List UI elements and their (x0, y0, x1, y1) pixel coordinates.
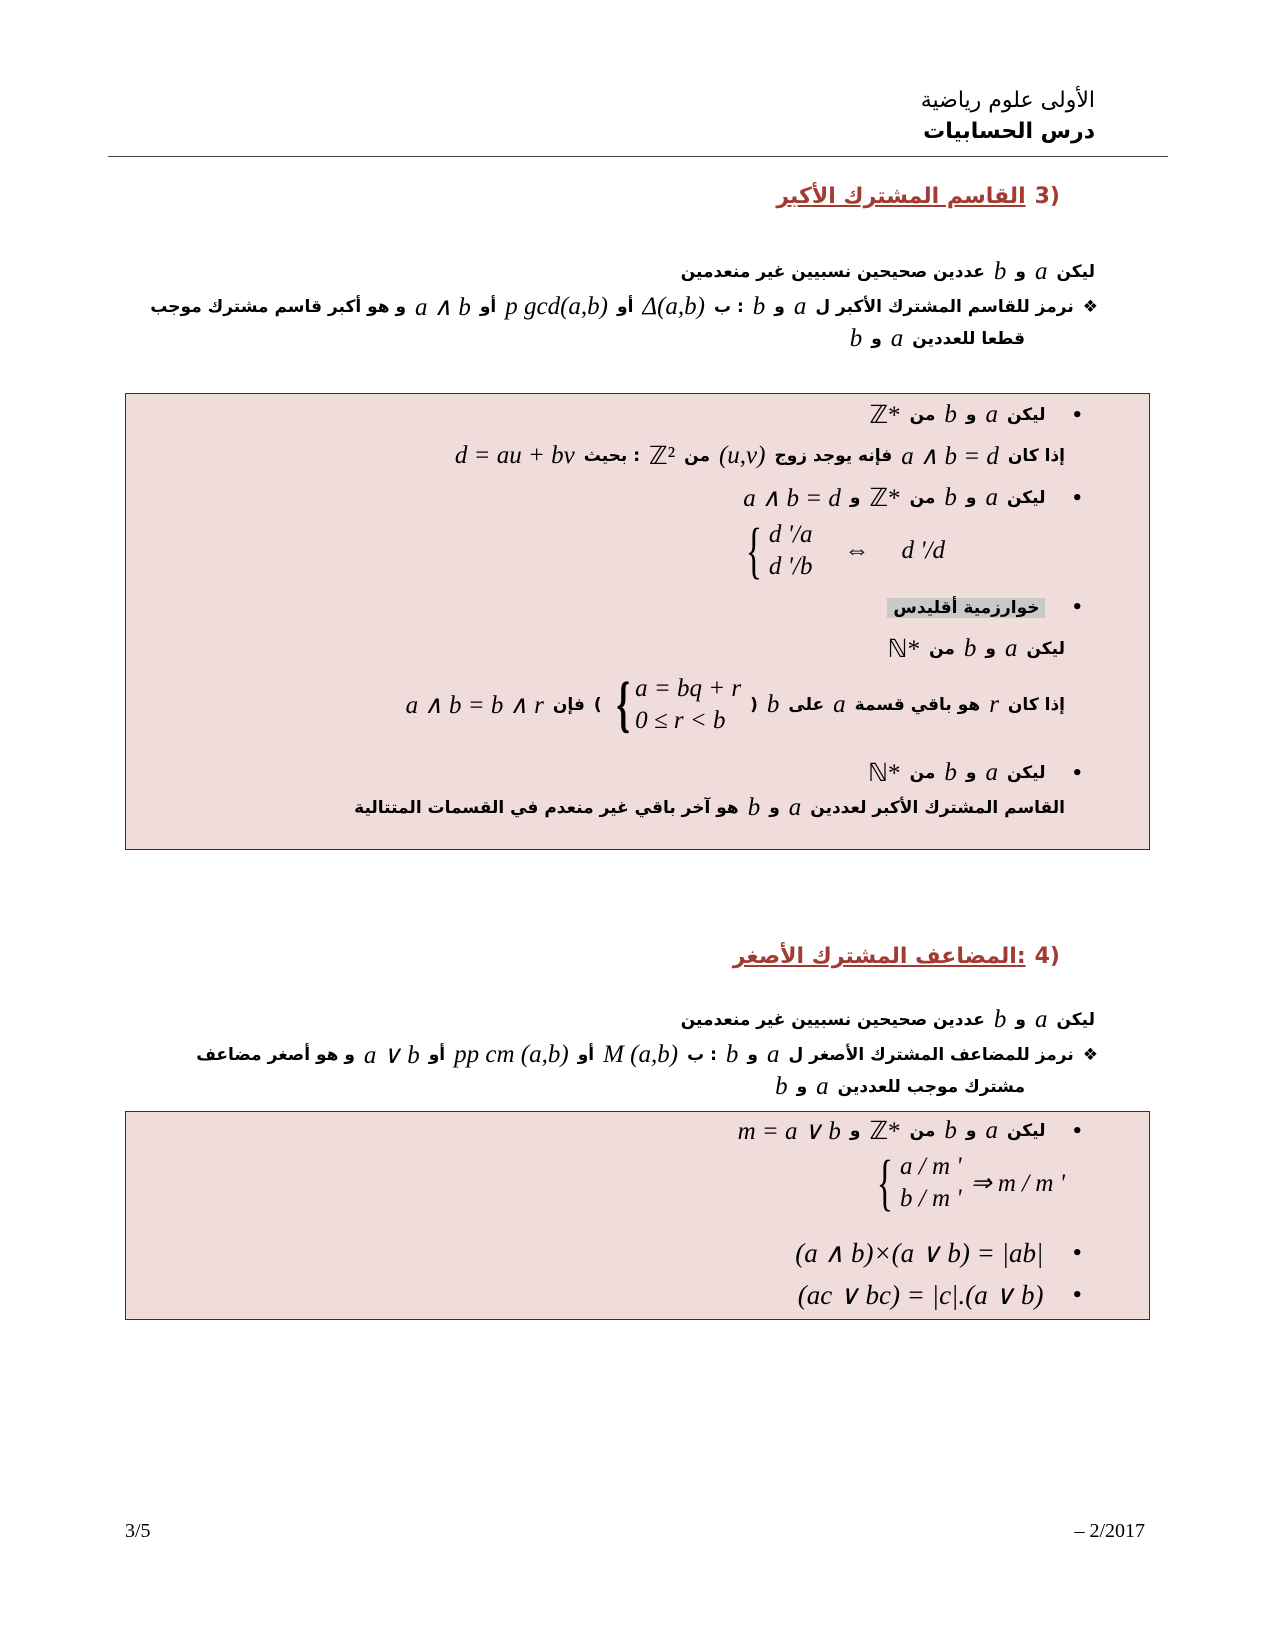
lcm-property-1 (738, 1116, 1083, 1146)
math-division-system (611, 671, 742, 739)
prop-word: من (909, 405, 936, 425)
math-var-b: b (944, 484, 957, 511)
math-var-a: a (793, 293, 807, 320)
math-set-z-star: ℤ* (869, 1118, 901, 1145)
math-set-n-star: ℕ* (868, 760, 901, 787)
math-pair-uv: (u,v) (718, 442, 766, 469)
gcd-last-remainder (354, 794, 1065, 822)
section3-number: 3) (1034, 184, 1060, 209)
bullet-icon: • (1071, 762, 1083, 784)
math-var-a: a (1034, 258, 1048, 285)
divisor-equivalence (739, 517, 945, 585)
notation-word: أو (577, 1045, 595, 1065)
notation-word: و (796, 1077, 808, 1097)
math-system-line: a / m ' (900, 1153, 962, 1180)
left-brace-icon: { (616, 671, 630, 739)
notation-word: أو (617, 297, 634, 317)
math-system-line: a = bq + r (635, 675, 742, 702)
math-system-line: b / m ' (900, 1185, 962, 1212)
prop-word: و (965, 488, 977, 508)
prop-word: ليكن (1006, 405, 1046, 425)
math-system-line: d '/b (768, 553, 813, 580)
diamond-bullet-icon: ❖ (1082, 297, 1098, 317)
prop-word: هو آخر باقي غير منعدم في القسمات المتتالية (354, 798, 739, 818)
prop-word: و (965, 1121, 977, 1141)
intro-word: و (1015, 262, 1026, 282)
prop-word: و (965, 405, 977, 425)
section3-title-text: القاسم المشترك الأكبر (776, 184, 1026, 209)
intro-word: ليكن (1056, 262, 1095, 282)
section3-notation-line2 (850, 325, 1025, 353)
math-system (739, 517, 813, 585)
prop-word: فإنه يوجد زوج (774, 446, 893, 466)
equivalence-arrow-icon: ⇔ (844, 537, 870, 564)
lcm-property-2 (795, 1238, 1083, 1269)
notation-word: و هو أكبر قاسم مشترك موجب (150, 297, 407, 317)
gcd-property-2 (743, 483, 1083, 513)
section4-title-text: المضاعف المشترك الأصغر: (732, 944, 1026, 969)
math-gcd-reduction: a ∧ b = b ∧ r (405, 692, 544, 719)
gcd-property-1 (869, 400, 1083, 430)
prop-word: و (769, 798, 780, 818)
bullet-icon: • (1071, 487, 1083, 509)
section4-notation-line2 (775, 1073, 1025, 1101)
notation-word: و (774, 297, 785, 317)
section4-notation-line1 (196, 1040, 1098, 1070)
footer-date: – 2/2017 (1074, 1520, 1145, 1542)
prop-word: فإن (552, 695, 585, 715)
notation-word: أو (479, 297, 497, 317)
prop-word: إذا كان (1007, 446, 1065, 466)
math-product-identity: (a ∧ b)×(a ∨ b) = |ab| (795, 1238, 1044, 1268)
section4-title (733, 944, 1060, 969)
prop-word: القاسم المشترك الأكبر لعددين (810, 798, 1065, 818)
bullet-icon: • (1071, 1285, 1083, 1306)
bezout-statement (455, 441, 1065, 471)
math-var-b: b (725, 1041, 739, 1068)
lcm-property-3 (798, 1280, 1083, 1311)
euclid-hypothesis (888, 634, 1065, 664)
prop-word: ليكن (1006, 488, 1046, 508)
math-var-a: a (985, 759, 998, 786)
math-var-b: b (775, 1073, 788, 1100)
math-var-b: b (766, 691, 780, 718)
math-var-a: a (985, 1117, 998, 1144)
prop-word: هو باقي قسمة (854, 695, 981, 715)
intro-word: عددين صحيحين نسبيين غير منعدمين (680, 1010, 985, 1030)
math-var-a: a (766, 1041, 780, 1068)
math-var-a: a (833, 691, 846, 718)
notation-word: ب : (713, 297, 744, 317)
header-level: الأولى علوم رياضية (920, 88, 1095, 113)
prop-word: من (909, 763, 936, 783)
notation-word: و (871, 329, 882, 349)
math-set-n-star: ℕ* (887, 636, 921, 663)
math-set-z-squared: ℤ² (649, 443, 676, 470)
euclid-heading (887, 597, 1083, 618)
math-var-a: a (985, 484, 998, 511)
math-var-b: b (944, 401, 957, 428)
bullet-icon: • (1071, 1243, 1083, 1264)
euclid-statement (405, 671, 1065, 739)
prop-word: ليكن (1026, 639, 1065, 659)
header-lesson-title: درس الحسابيات (923, 119, 1095, 144)
math-var-b: b (993, 258, 1007, 285)
math-m-eq-a-vee-b: m = a ∨ b (737, 1118, 841, 1145)
math-system (870, 1149, 962, 1217)
math-var-a: a (816, 1073, 829, 1100)
prop-word: و (965, 763, 977, 783)
intro-word: ليكن (1056, 1010, 1095, 1030)
notation-word: أو (428, 1045, 446, 1065)
math-system-line: d '/a (768, 521, 813, 548)
intro-word: و (1015, 1010, 1026, 1030)
prop-word: و (849, 488, 861, 508)
math-var-b: b (993, 1006, 1007, 1033)
diamond-bullet-icon: ❖ (1082, 1045, 1098, 1065)
math-system-line: 0 ≤ r < b (635, 707, 726, 734)
math-var-a: a (1004, 635, 1018, 662)
prop-word: ليكن (1006, 1121, 1046, 1141)
prop-word: و (985, 639, 996, 659)
notation-word: و (747, 1045, 758, 1065)
math-var-b: b (944, 1117, 957, 1144)
left-brace-icon: { (745, 517, 763, 585)
math-lcm-scaling: (ac ∨ bc) = |c|.(a ∨ b) (797, 1280, 1044, 1310)
page-number: 3/5 (125, 1520, 151, 1542)
prop-word: بحيث : (583, 446, 641, 466)
math-rhs: d '/d (901, 537, 945, 564)
math-pgcd-ab: p gcd(a,b) (505, 293, 608, 320)
math-var-a: a (890, 325, 904, 352)
section4-intro (681, 1006, 1095, 1034)
paren-open: ( (593, 695, 602, 715)
math-a-wedge-b-eq-d: a ∧ b = d (743, 485, 841, 512)
math-delta-ab: Δ(a,b) (642, 293, 705, 320)
math-set-z-star: ℤ* (869, 402, 901, 429)
math-a-vee-b: a ∨ b (363, 1042, 420, 1069)
notation-word: قطعا للعددين (912, 329, 1025, 349)
paren-close: ) (750, 695, 758, 715)
header-divider (108, 156, 1168, 157)
prop-word: من (684, 446, 710, 466)
math-a-wedge-b: a ∧ b (415, 294, 471, 321)
prop-word: و (849, 1121, 861, 1141)
prop-word: من (929, 639, 955, 659)
left-brace-icon: { (876, 1149, 894, 1217)
prop-word: على (788, 695, 825, 715)
math-a-wedge-b-eq-d: a ∧ b = d (901, 443, 999, 470)
math-ppcm-ab: pp cm (a,b) (454, 1041, 569, 1068)
math-var-b: b (963, 635, 977, 662)
section3-intro (681, 258, 1095, 286)
prop-word: إذا كان (1007, 695, 1065, 715)
math-var-a: a (1034, 1006, 1048, 1033)
math-m-ab: M (a,b) (603, 1041, 679, 1068)
math-var-a: a (985, 401, 998, 428)
notation-word: مشترك موجب للعددين (837, 1077, 1025, 1097)
euclid-title: خوارزمية أقليدس (887, 598, 1045, 618)
notation-word: ب : (687, 1045, 717, 1065)
section3-notation-line1 (150, 292, 1098, 322)
prop-word: ليكن (1006, 763, 1046, 783)
intro-word: عددين صحيحين نسبيين غير منعدمين (680, 262, 985, 282)
math-var-b: b (752, 293, 766, 320)
notation-word: نرمز للقاسم المشترك الأكبر ل (815, 297, 1074, 317)
prop-word: من (909, 488, 936, 508)
notation-word: و هو أصغر مضاعف (196, 1045, 355, 1065)
notation-word: نرمز للمضاعف المشترك الأصغر ل (788, 1045, 1074, 1065)
math-set-z-star: ℤ* (869, 485, 901, 512)
bullet-icon: • (1071, 597, 1083, 618)
section4-number: 4) (1034, 944, 1060, 969)
math-var-r: r (989, 691, 999, 718)
math-rhs: ⇒ m / m ' (970, 1170, 1065, 1197)
prop-word: من (909, 1121, 936, 1141)
section3-title (776, 184, 1060, 209)
math-bezout-identity: d = au + bv (454, 442, 575, 469)
lcm-divisibility (870, 1149, 1065, 1217)
math-var-a: a (788, 794, 802, 821)
math-var-b: b (849, 325, 863, 352)
bullet-icon: • (1071, 1120, 1083, 1142)
math-var-b: b (747, 794, 761, 821)
gcd-property-4 (868, 758, 1083, 788)
math-var-b: b (944, 759, 957, 786)
bullet-icon: • (1071, 404, 1083, 426)
